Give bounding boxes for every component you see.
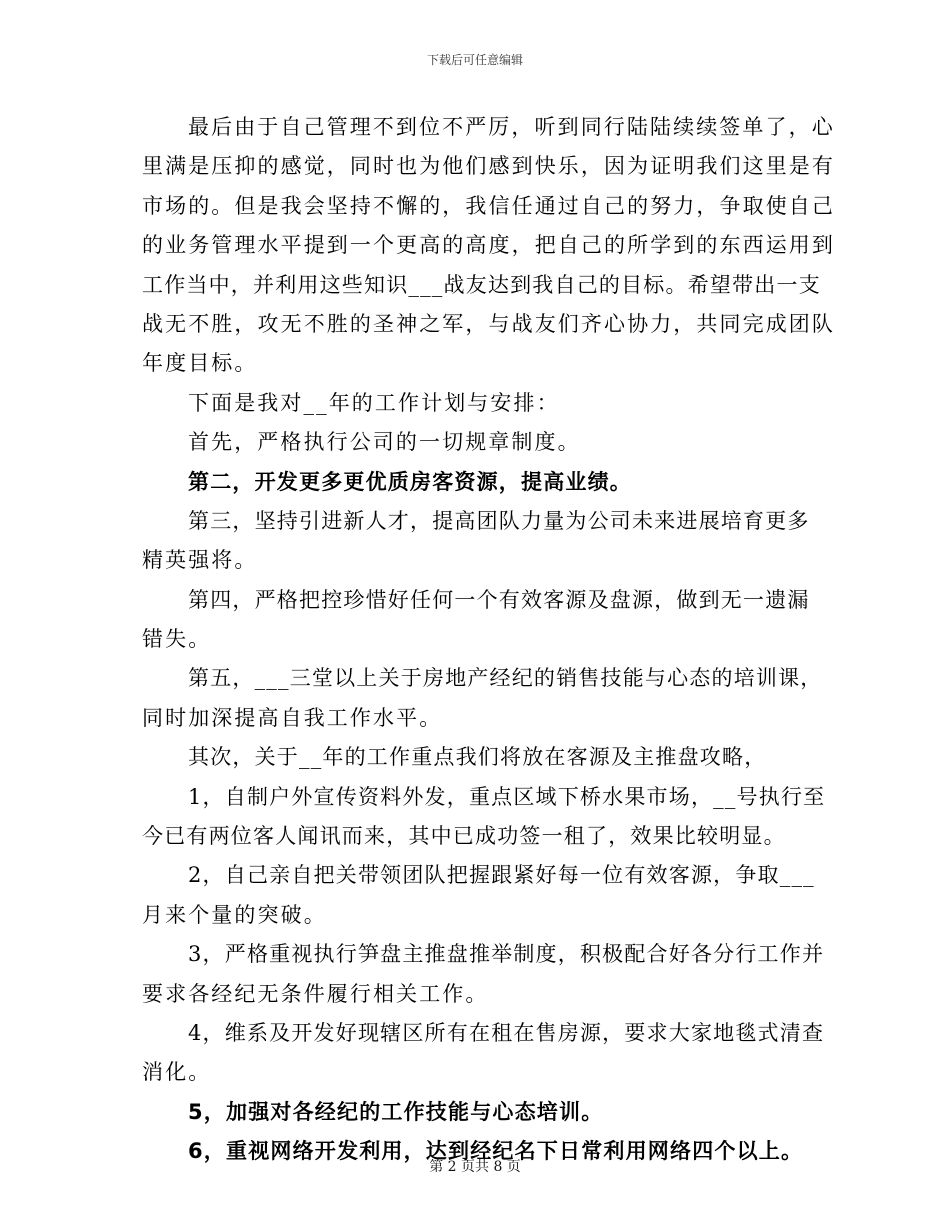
paragraph-line: 战无不胜，攻无不胜的圣神之军，与战友们齐心协力，共同完成团队 [142,311,835,336]
paragraph-line: 4，维系及开发好现辖区所有在租在售房源，要求大家地毯式清查 [188,1020,825,1045]
paragraph-line: 年度目标。 [142,351,258,376]
paragraph-line: 里满是压抑的感觉，同时也为他们感到快乐，因为证明我们这里是有 [142,154,835,179]
paragraph-line: 3，严格重视执行笋盘主推盘推举制度，积极配合好各分行工作并 [188,942,825,967]
paragraph-line: 月来个量的突破。 [142,902,327,927]
paragraph-line: 最后由于自己管理不到位不严厉，听到同行陆陆续续签单了，心 [188,115,835,139]
bold-list-item: 6，重视网络开发利用，达到经纪名下日常利用网络四个以上。 [188,1139,804,1164]
paragraph-line: 错失。 [142,627,212,652]
page-footer: 第 2 页共 8 页 [429,1159,521,1175]
paragraph-line: 工作当中，并利用这些知识___战友达到我自己的目标。希望带出一支 [142,272,821,297]
paragraph-line: 要求各经纪无条件履行相关工作。 [142,981,489,1006]
paragraph-line: 消化。 [142,1060,212,1085]
paragraph-line: 2，自己亲自把关带领团队把握跟紧好每一位有效客源，争取___ [188,863,815,888]
document-body [142,108,835,1172]
paragraph-line: 第四，严格把控珍惜好任何一个有效客源及盘源，做到无一遗漏 [188,587,810,612]
paragraph-line: 的业务管理水平提到一个更高的高度，把自己的所学到的东西运用到 [142,233,835,258]
paragraph-line: 1，自制户外宣传资料外发，重点区域下桥水果市场，__号执行至 [188,784,826,809]
paragraph-line: 今已有两位客人闻讯而来，其中已成功签一租了，效果比较明显。 [142,824,786,849]
paragraph-line: 第五，___三堂以上关于房地产经纪的销售技能与心态的培训课， [188,666,823,691]
paragraph-line: 第三，坚持引进新人才，提高团队力量为公司未来进展培育更多 [188,508,810,533]
paragraph-line: 下面是我对__年的工作计划与安排： [188,390,560,415]
bold-heading-line: 第二，开发更多更优质房客资源，提高业绩。 [188,469,632,494]
paragraph-line: 市场的。但是我会坚持不懈的，我信任通过自己的努力，争取使自己 [142,193,835,218]
paragraph-line: 同时加深提高自我工作水平。 [142,705,443,730]
paragraph-line: 精英强将。 [142,548,258,573]
paragraph-line: 首先，严格执行公司的一切规章制度。 [188,430,581,455]
page-header: 下载后可任意编辑 [426,53,523,67]
paragraph-line: 其次，关于__年的工作重点我们将放在客源及主推盘攻略， [188,745,767,770]
bold-list-item: 5，加强对各经纪的工作技能与心态培训。 [188,1099,604,1124]
